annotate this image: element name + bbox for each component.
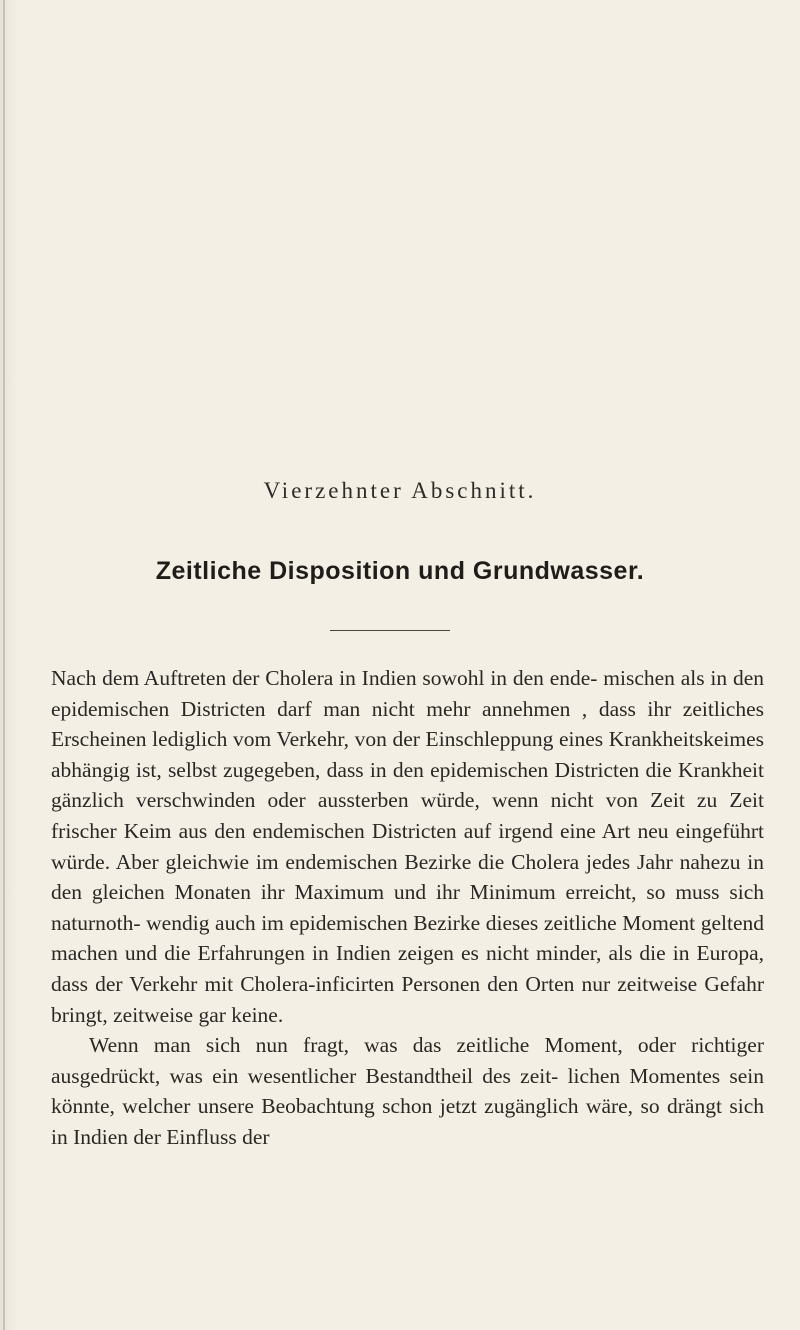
title-divider [330, 630, 450, 631]
paragraph-2: Wenn man sich nun fragt, was das zeitliche Moment, oder richtiger ausgedrückt, was ein wesentlicher Bestandtheil des zeit- lichen Momentes sein könnte, welcher unsere Beobachtung schon jetzt zugänglich wäre, so drängt sich in Indien der Einfluss der [51, 1033, 764, 1149]
body-text [51, 663, 764, 1153]
chapter-title: Zeitliche Disposition und Grundwasser. [155, 557, 645, 585]
paragraph-1: Nach dem Auftreten der Cholera in Indien sowohl in den ende- mischen als in den epidemischen Districten darf man nicht mehr annehmen , dass ihr zeitliches Erscheinen lediglich vom Verkehr, von der Einschleppung eines Krankheitskeimes abhängig ist, selbst zugegeben, dass in den epidemischen Districten die Krankheit gänzlich verschwinden oder aussterben würde, wenn nicht von Zeit zu Zeit frischer Keim aus den endemischen Districten auf irgend eine Art neu eingeführt würde. Aber gleichwie im endemischen Bezirke die Cholera jedes Jahr nahezu in den gleichen Monaten ihr Maximum und ihr Minimum erreicht, so muss sich naturnoth- wendig auch im epidemischen Bezirke dieses zeitliche Moment geltend machen und die Erfahrungen in Indien zeigen es nicht minder, als die in Europa, dass der Verkehr mit Cholera-inficirten Personen den Orten nur zeitweise Gefahr bringt, zeitweise gar keine. [51, 666, 764, 1027]
section-label: Vierzehnter Abschnitt. [263, 478, 537, 503]
binding-edge [3, 0, 5, 1330]
